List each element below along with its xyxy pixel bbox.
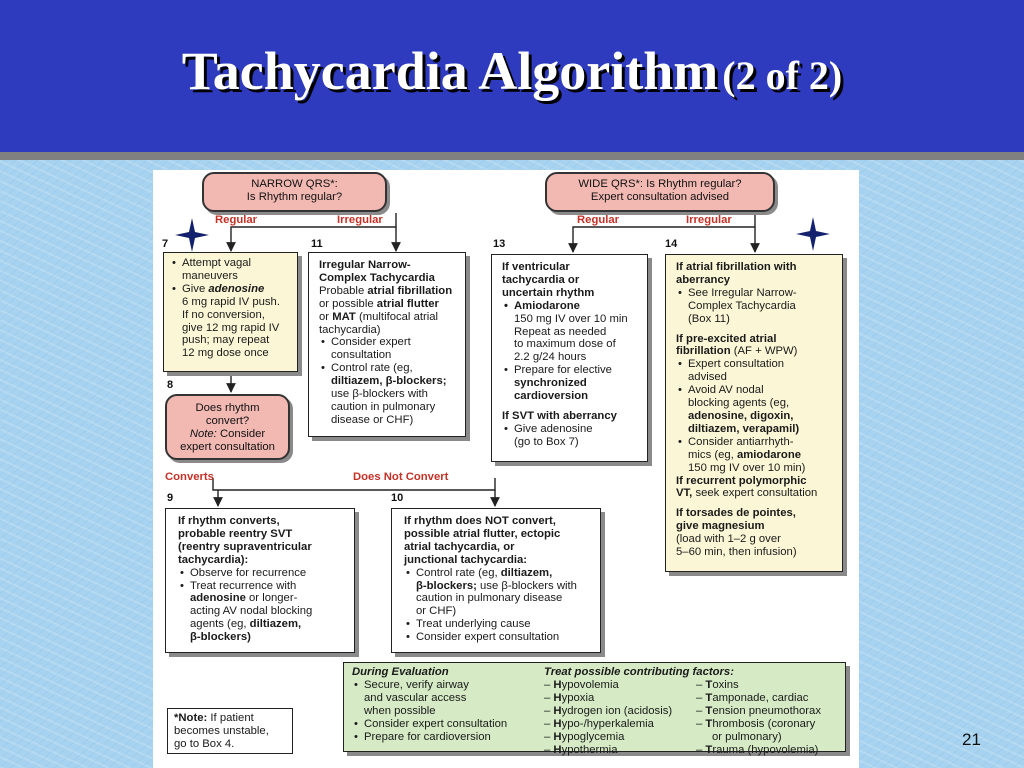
box14-line: If atrial fibrillation with	[676, 261, 797, 273]
box14-line: If recurrent polymorphic	[676, 474, 807, 487]
box13-line: cardioversion	[514, 390, 589, 403]
box10-line	[404, 567, 588, 580]
box7-line: If no conversion,	[182, 308, 265, 321]
t-factors	[696, 679, 841, 756]
box14-line	[676, 345, 832, 358]
narrow-qrs-decision	[202, 172, 387, 212]
narrow-qrs-question: Is Rhythm regular?	[246, 191, 343, 203]
box10-bold: diltiazem,	[500, 566, 553, 579]
box10-line: or CHF)	[416, 605, 457, 618]
box13-line: Repeat as needed	[514, 325, 607, 338]
box8-line	[167, 428, 288, 441]
box13-line: • Give adenosine	[502, 423, 637, 436]
box7-line: push; may repeat	[182, 334, 270, 347]
box11-line: disease or CHF)	[331, 413, 414, 426]
box-7-vagal-adenosine	[163, 252, 298, 372]
box10-bold: atrial flutter, ectopic	[452, 527, 561, 540]
box14-bold: amiodarone	[736, 448, 801, 461]
h-factor: – Hypothermia	[544, 743, 618, 756]
box13-line: 150 mg IV over 10 min	[514, 312, 628, 325]
wide-qrs-title: WIDE QRS*: Is Rhythm regular?	[578, 178, 742, 190]
box14-line: If torsades de pointes,	[676, 507, 796, 520]
t-factor: – Thrombosis (coronary	[696, 717, 816, 730]
box11-text: or possible	[319, 297, 377, 310]
box11-text: Probable	[319, 284, 368, 297]
narrow-irregular-label: Irregular	[337, 214, 383, 226]
box11-line: use β-blockers with	[331, 388, 428, 401]
box13-line: • Prepare for elective	[502, 364, 637, 377]
box7-line: maneuvers	[182, 269, 238, 282]
box14-line: diltiazem, verapamil)	[688, 422, 800, 435]
box9-line: • Observe for recurrence	[178, 567, 342, 580]
box11-line: consultation	[331, 349, 392, 362]
box14-line: Complex Tachycardia	[688, 299, 796, 312]
box14-line: adenosine, digoxin,	[688, 409, 794, 422]
box7-line	[170, 283, 291, 296]
box13-line: to maximum dose of	[514, 338, 616, 351]
box7-line: • Attempt vagal	[170, 257, 291, 270]
box10-bold: possible	[404, 527, 453, 540]
box9-line: If rhythm converts,	[178, 515, 280, 527]
box13-line: (go to Box 7)	[514, 435, 579, 448]
box10-line	[404, 580, 588, 593]
box8-line: Does rhythm	[195, 402, 260, 414]
box9-text: or longer-	[245, 592, 298, 605]
note-label: *Note:	[174, 712, 208, 724]
box10-line: junctional tachycardia:	[404, 553, 528, 566]
box13-line: 2.2 g/24 hours	[514, 351, 587, 364]
box9-line: tachycardia):	[178, 553, 249, 566]
box-10-does-not-convert	[391, 508, 601, 653]
flowchart-panel	[153, 170, 859, 768]
box-number-7: 7	[162, 238, 169, 250]
box9-line	[178, 618, 342, 631]
box11-line: Irregular Narrow-	[319, 259, 411, 271]
star-icon-left	[175, 218, 209, 252]
h-factor: – Hypovolemia	[544, 679, 619, 691]
eval-item: • Prepare for cardioversion	[352, 731, 532, 744]
box14-text: seek expert consultation	[692, 487, 818, 500]
box11-text: (multifocal atrial	[355, 310, 439, 323]
box14-bold: VT,	[676, 487, 693, 500]
box11-line	[319, 311, 455, 324]
box-8-rhythm-convert	[165, 394, 290, 460]
slide-title	[0, 40, 1024, 102]
eval-item: and vascular access	[364, 691, 467, 704]
box9-line: (reentry supraventricular	[178, 540, 312, 553]
wide-qrs-decision	[545, 172, 775, 212]
narrow-qrs-title: NARROW QRS*:	[251, 178, 338, 190]
box11-line	[319, 298, 455, 311]
eval-item: • Secure, verify airway	[352, 679, 532, 692]
box8-line: convert?	[205, 415, 250, 427]
box8-text: Consider	[216, 428, 266, 440]
wide-regular-label: Regular	[577, 214, 620, 226]
treat-factors-col	[544, 666, 839, 756]
box10-line	[404, 528, 588, 541]
box9-line: probable reentry SVT	[178, 527, 293, 540]
box13-line: synchronized	[514, 377, 587, 390]
title-main: Tachycardia Algorithm	[181, 41, 719, 101]
h-factor: – Hypoglycemia	[544, 730, 625, 743]
evaluation-col	[352, 666, 532, 743]
box14-text: mics (eg,	[688, 448, 737, 461]
box14-text: (AF + WPW)	[730, 345, 798, 358]
box9-line: • Treat recurrence with	[178, 580, 342, 593]
box7-text: Give	[182, 282, 209, 295]
box-9-converts	[165, 508, 355, 653]
box11-line: caution in pulmonary	[331, 400, 436, 413]
box14-line: • See Irregular Narrow-	[676, 287, 832, 300]
page-number: 21	[962, 730, 981, 749]
t-factor: or pulmonary)	[712, 730, 782, 743]
treat-heading: Treat possible contributing factors:	[544, 666, 734, 678]
star-icon-right	[796, 217, 830, 251]
box-number-8: 8	[167, 379, 174, 391]
box14-line: (load with 1–2 g over	[676, 533, 781, 546]
box14-line: advised	[688, 371, 727, 384]
box14-line: 5–60 min, then infusion)	[676, 546, 797, 559]
note-line	[174, 712, 286, 725]
box9-text: agents (eg,	[190, 618, 250, 631]
box14-line: blocking agents (eg,	[688, 397, 790, 410]
wide-irregular-label: Irregular	[686, 214, 732, 226]
box-number-11: 11	[311, 238, 323, 250]
box14-bold: give	[676, 520, 702, 533]
box7-line: 6 mg rapid IV push.	[182, 295, 280, 308]
box-11-irregular-narrow	[308, 252, 466, 437]
box10-line: If rhythm does NOT convert,	[404, 515, 556, 527]
box14-line	[676, 487, 832, 500]
box14-bold: fibrillation	[676, 345, 731, 358]
during-evaluation-box	[343, 662, 846, 756]
h-factor: – Hydrogen ion (acidosis)	[544, 704, 673, 717]
box7-line: give 12 mg rapid IV	[182, 321, 280, 334]
box11-bold: MAT	[332, 310, 356, 323]
box14-line: aberrancy	[676, 273, 731, 286]
narrow-regular-label: Regular	[215, 214, 258, 226]
box11-line: Complex Tachycardia	[319, 271, 435, 284]
box8-note: Note:	[189, 428, 217, 440]
box7-adenosine: adenosine	[208, 282, 265, 295]
wide-qrs-advice: Expert consultation advised	[590, 191, 730, 203]
box10-bold: β-blockers;	[416, 579, 477, 592]
t-factor: – Tension pneumothorax	[696, 704, 821, 717]
box11-bold: atrial flutter	[376, 297, 439, 310]
box13-line: uncertain rhythm	[502, 286, 595, 299]
box14-line	[676, 449, 832, 462]
t-factor: – Tamponade, cardiac	[696, 691, 809, 704]
box14-line: 150 mg IV over 10 min)	[688, 461, 806, 474]
eval-heading: During Evaluation	[352, 666, 449, 678]
converts-label: Converts	[165, 471, 214, 483]
note-line: go to Box 4.	[174, 737, 235, 750]
box-number-10: 10	[391, 492, 404, 504]
box10-text: use β-blockers with	[476, 579, 577, 592]
box10-text: Control rate (eg,	[416, 566, 501, 579]
box-14-wide-irregular	[665, 254, 843, 572]
box14-line: • Consider antiarrhyth-	[676, 436, 832, 449]
box7-line: 12 mg dose once	[182, 347, 269, 360]
t-factor: – Trauma (hypovolemia)	[696, 743, 819, 756]
box-number-13: 13	[493, 238, 506, 250]
box11-line: • Control rate (eg,	[319, 362, 455, 375]
title-sub: (2 of 2)	[722, 53, 843, 98]
box13-line: If ventricular	[502, 261, 570, 273]
eval-item: • Consider expert consultation	[352, 718, 532, 731]
t-factor: – Toxins	[696, 679, 739, 691]
box9-line: β-blockers)	[190, 631, 251, 644]
box13-line: tachycardia or	[502, 273, 580, 286]
title-bar-rule	[0, 152, 1024, 160]
does-not-convert-label: Does Not Convert	[353, 471, 449, 483]
box14-line	[676, 520, 832, 533]
box10-line: atrial tachycardia, or	[404, 540, 515, 553]
box14-line: If pre-excited atrial	[676, 332, 777, 345]
box-number-14: 14	[665, 238, 678, 250]
box11-line: diltiazem, β-blockers;	[331, 375, 447, 388]
box9-line	[178, 592, 342, 605]
box13-line: • Amiodarone	[502, 300, 637, 313]
box10-line: • Treat underlying cause	[404, 618, 588, 631]
box9-line: acting AV nodal blocking	[190, 605, 313, 618]
box14-line: • Expert consultation	[676, 358, 832, 371]
h-factors	[544, 679, 694, 756]
box11-line: • Consider expert	[319, 336, 455, 349]
box11-line: tachycardia)	[319, 323, 381, 336]
box14-magnesium: magnesium	[701, 520, 765, 533]
box11-text: or	[319, 310, 333, 323]
h-factor: – Hypoxia	[544, 691, 595, 704]
unstable-note-box	[167, 708, 293, 754]
note-line: becomes unstable,	[174, 724, 269, 737]
box11-bold: atrial fibrillation	[367, 284, 453, 297]
box9-bold: adenosine	[190, 592, 246, 605]
box8-line: expert consultation	[180, 441, 275, 453]
box10-line: caution in pulmonary disease	[416, 592, 563, 605]
box11-line	[319, 285, 455, 298]
note-text: If patient	[207, 712, 254, 724]
box10-line: • Consider expert consultation	[404, 631, 588, 644]
box14-line: (Box 11)	[688, 312, 730, 325]
box14-line: • Avoid AV nodal	[676, 384, 832, 397]
box-13-wide-regular	[491, 254, 648, 462]
box-number-9: 9	[167, 492, 174, 504]
box13-line: If SVT with aberrancy	[502, 409, 617, 422]
box9-bold: diltiazem,	[249, 618, 302, 631]
eval-item: when possible	[364, 704, 436, 717]
h-factor: – Hypo-/hyperkalemia	[544, 717, 654, 730]
